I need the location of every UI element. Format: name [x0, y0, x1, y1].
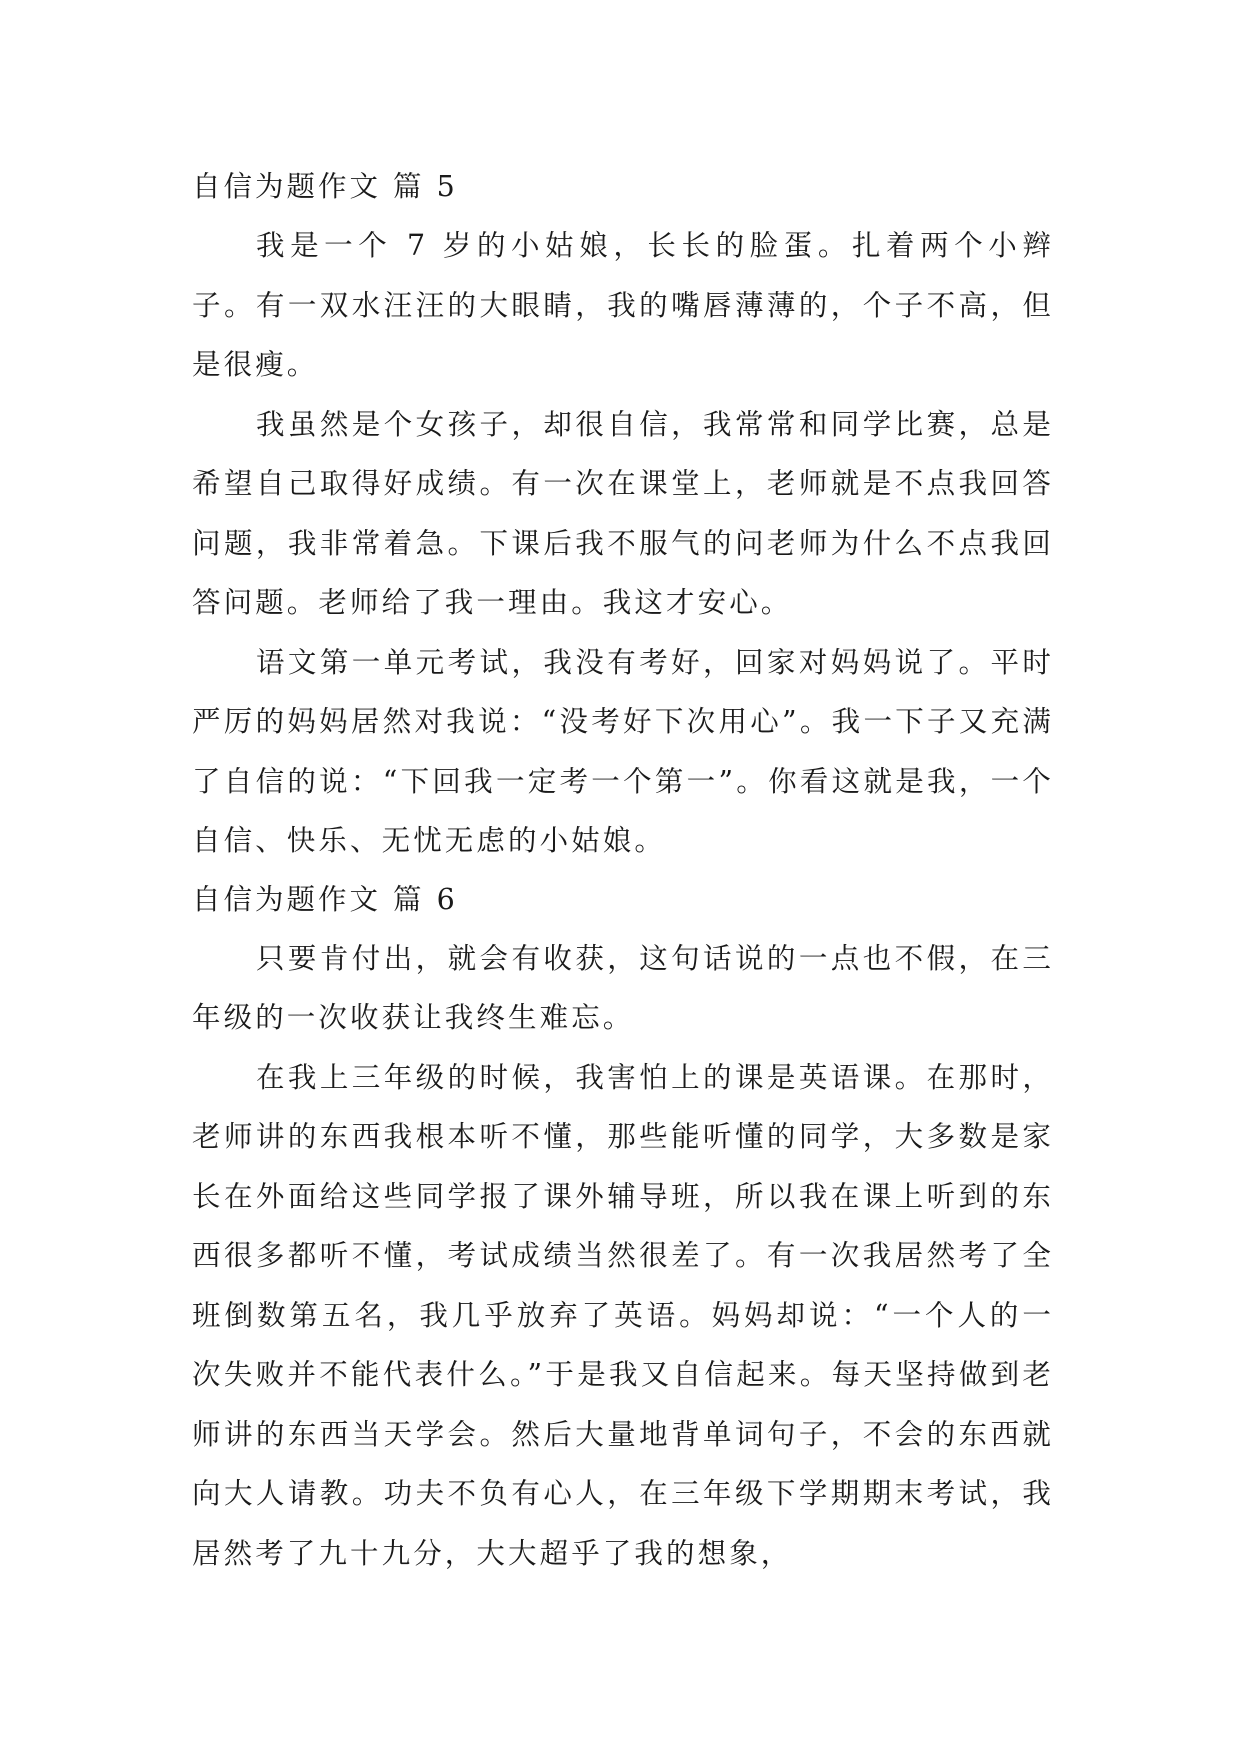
paragraph: 我是一个 7 岁的小姑娘，长长的脸蛋。扎着两个小辫子。有一双水汪汪的大眼睛，我的嘴唇薄薄的，个子不高，但是很瘦。	[192, 229, 1054, 381]
paragraph: 语文第一单元考试，我没有考好，回家对妈妈说了。平时严厉的妈妈居然对我说：“没考好下次用心”。我一下子又充满了自信的说：“下回我一定考一个第一”。你看这就是我，一个自信、快乐、无忧无虑的小姑娘。	[192, 645, 1054, 857]
section-heading: 自信为题作文 篇 6	[192, 882, 458, 916]
essay-section-5	[192, 158, 1054, 871]
paragraph: 在我上三年级的时候，我害怕上的课是英语课。在那时，老师讲的东西我根本听不懂，那些能听懂的同学，大多数是家长在外面给这些同学报了课外辅导班，所以我在课上听到的东西很多都听不懂，考试成绩当然很差了。有一次我居然考了全班倒数第五名，我几乎放弃了英语。妈妈却说：“一个人的一次失败并不能代表什么。”于是我又自信起来。每天坚持做到老师讲的东西当天学会。然后大量地背单词句子，不会的东西就向大人请教。功夫不负有心人，在三年级下学期期末考试，我居然考了九十九分，大大超乎了我的想象，	[192, 1060, 1054, 1570]
essay-section-6	[192, 871, 1054, 1584]
section-heading: 自信为题作文 篇 5	[192, 170, 458, 203]
document-page	[192, 158, 1054, 1583]
paragraph: 只要肯付出，就会有收获，这句话说的一点也不假，在三年级的一次收获让我终生难忘。	[192, 941, 1054, 1034]
paragraph: 我虽然是个女孩子，却很自信，我常常和同学比赛，总是希望自己取得好成绩。有一次在课堂上，老师就是不点我回答问题，我非常着急。下课后我不服气的问老师为什么不点我回答问题。老师给了我一理由。我这才安心。	[192, 407, 1054, 619]
